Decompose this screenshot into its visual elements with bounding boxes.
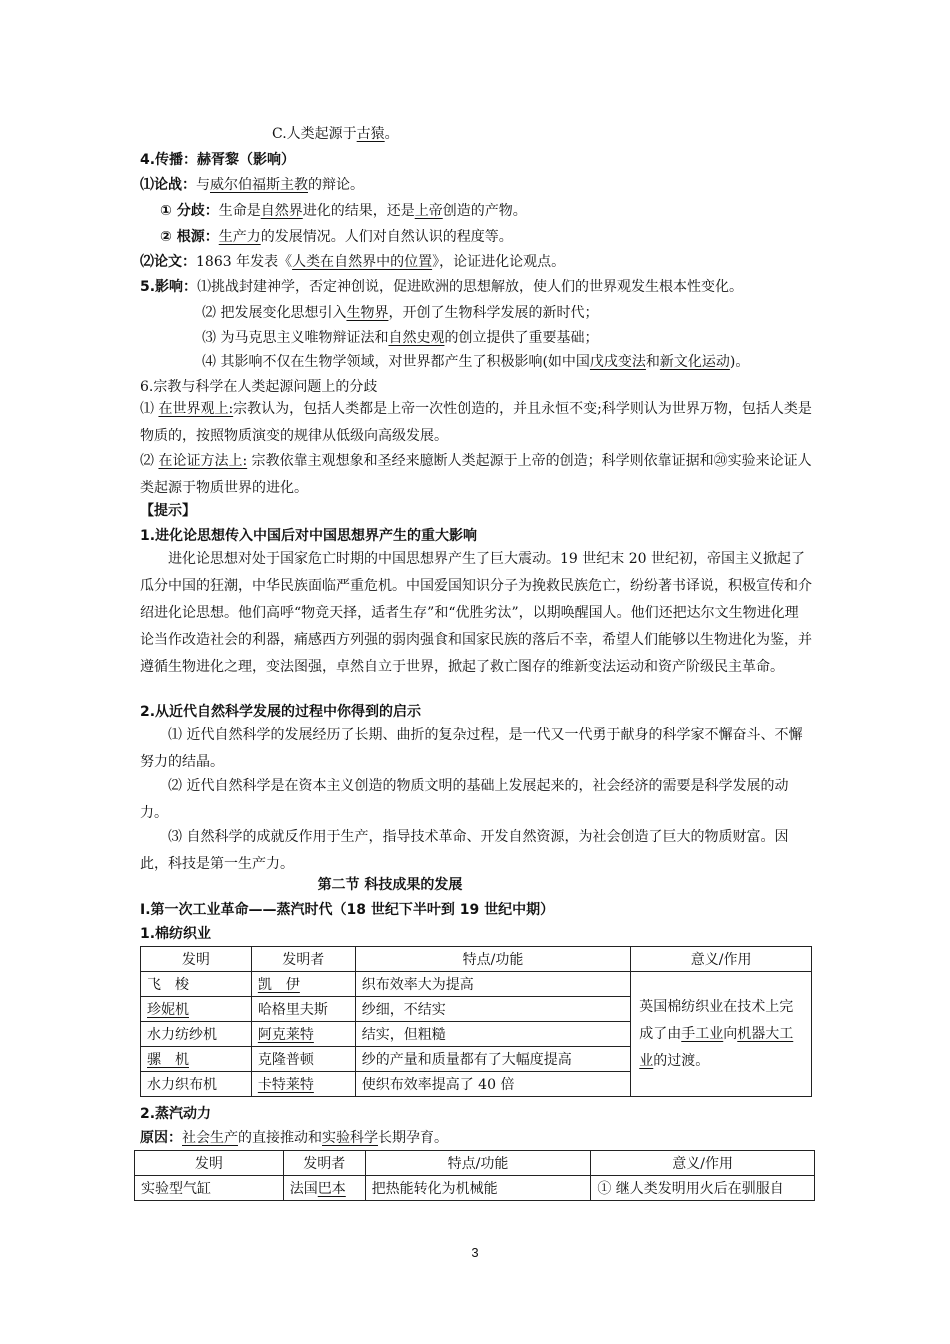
cause-line <box>140 1128 448 1148</box>
cotton-heading: 1.棉纺织业 <box>140 926 212 942</box>
cotton-table <box>140 946 812 1097</box>
divergence-u1: 自然界 <box>260 203 303 219</box>
impact-line-2 <box>202 303 598 323</box>
inventor-cell: 哈格里夫斯 <box>251 997 355 1022</box>
impact-3-post: 的创立提供了重要基础； <box>444 330 599 346</box>
first-industrial-revolution-heading: Ⅰ.第一次工业革命——蒸汽时代（18 世纪下半叶到 19 世纪中期） <box>140 902 555 918</box>
divergence-pre: 生命是 <box>218 203 261 219</box>
invention-cell: 实验型气缸 <box>135 1176 284 1201</box>
root-underline: 生产力 <box>218 229 261 245</box>
header-inventor: 发明者 <box>283 1151 365 1176</box>
inventor-cell: 克隆普顿 <box>251 1047 355 1072</box>
impact-line-1 <box>140 277 743 297</box>
debate-post: 的辩论。 <box>308 177 364 193</box>
method-label: 在论证方法上: <box>158 453 248 469</box>
header-meaning: 意义/作用 <box>591 1151 815 1176</box>
divergence-label: ① 分歧： <box>160 203 219 219</box>
inventor-cell <box>251 972 355 997</box>
header-feature: 特点/功能 <box>365 1151 591 1176</box>
paper-post: 》，论证进化论观点。 <box>432 254 566 270</box>
paper-line <box>140 252 565 272</box>
meaning-cell <box>631 972 812 1097</box>
tips-heading: 【提示】 <box>140 503 196 519</box>
meaning-mid: 向 <box>723 1025 738 1042</box>
impact-4-u1: 戊戌变法 <box>589 354 646 370</box>
section-title: 第二节 科技成果的发展 <box>317 877 463 893</box>
divergence-mid: 进化的结果，还是 <box>302 203 415 219</box>
debate-underline: 威尔伯福斯主教 <box>210 177 308 193</box>
heading-religion-science: 6.宗教与科学在人类起源问题上的分歧 <box>140 379 378 395</box>
method-num: ⑵ <box>140 453 159 469</box>
invention-cell: 水力织布机 <box>141 1072 252 1097</box>
meaning-u2: 机器大工业 <box>639 1025 794 1069</box>
steam-heading: 2.蒸汽动力 <box>140 1106 212 1122</box>
impact-2-u: 生物界 <box>346 305 389 321</box>
header-invention: 发明 <box>141 947 252 972</box>
impact-2-pre: ⑵ 把发展变化思想引入 <box>202 305 347 321</box>
impact-label: 5.影响： <box>140 279 198 295</box>
root-post: 的发展情况。人们对自然认识的程度等。 <box>260 229 513 245</box>
method-text: 宗教依靠主观想象和圣经来臆断人类起源于上帝的创造；科学则依靠证据和⑳实验来论证人类起源于物质世界的进化。 <box>140 453 812 496</box>
meaning-post: 的过渡。 <box>653 1052 710 1069</box>
origin-line <box>272 124 399 144</box>
root-label: ② 根源： <box>160 229 219 245</box>
inventor-name: 卡特莱特 <box>257 1077 314 1093</box>
divergence-post: 创造的产物。 <box>442 203 527 219</box>
impact-4-u2: 新文化运动 <box>659 354 730 370</box>
header-feature: 特点/功能 <box>355 947 631 972</box>
invention-cell <box>141 997 252 1022</box>
inventor-name: 阿克莱特 <box>257 1027 314 1043</box>
worldview-num: ⑴ <box>140 401 159 417</box>
impact-line-3 <box>202 328 598 348</box>
table-row <box>135 1176 815 1201</box>
worldview-label: 在世界观上: <box>158 401 234 417</box>
inventor-pre: 法国 <box>289 1181 318 1197</box>
origin-end: 。 <box>384 126 399 142</box>
tip-1-heading: 1.进化论思想传入中国后对中国思想界产生的重大影响 <box>140 528 478 544</box>
impact-line-4 <box>202 352 749 372</box>
meaning-u1: 手工业 <box>681 1025 724 1042</box>
invention-cell <box>141 1047 252 1072</box>
tip-2-point-3: ⑶ 自然科学的成就反作用于生产，指导技术革命、开发自然资源，为社会创造了巨大的物质财富。因此，科技是第一生产力。 <box>140 829 789 872</box>
tip-2-point-1: ⑴ 近代自然科学的发展经历了长期、曲折的复杂过程，是一代又一代勇于献身的科学家不懈奋斗、不懈努力的结晶。 <box>140 727 803 770</box>
header-invention: 发明 <box>135 1151 284 1176</box>
cause-u2: 实验科学 <box>322 1130 378 1146</box>
table-row <box>141 972 812 997</box>
impact-4-pre: ⑷ 其影响不仅在生物学领域，对世界都产生了积极影响(如中国 <box>202 354 590 370</box>
feature-cell: 纱细，不结实 <box>355 997 631 1022</box>
impact-3-u: 自然史观 <box>388 330 445 346</box>
inventor-cell <box>283 1176 365 1201</box>
invention-name: 骡 机 <box>147 1052 189 1068</box>
invention-cell: 飞 梭 <box>141 972 252 997</box>
feature-cell: 把热能转化为机械能 <box>365 1176 591 1201</box>
feature-cell: 使织布效率提高了 40 倍 <box>355 1072 631 1097</box>
feature-cell: 结实，但粗糙 <box>355 1022 631 1047</box>
invention-name: 珍妮机 <box>147 1002 189 1018</box>
table-header-row <box>141 947 812 972</box>
header-inventor: 发明者 <box>251 947 355 972</box>
root-cause-line <box>160 227 513 247</box>
divergence-u2: 上帝 <box>414 203 443 219</box>
inventor-name: 巴本 <box>317 1181 346 1197</box>
tip-2-point-2: ⑵ 近代自然科学是在资本主义创造的物质文明的基础上发展起来的，社会经济的需要是科学发展的动力。 <box>140 778 789 821</box>
invention-cell: 水力纺纱机 <box>141 1022 252 1047</box>
inventor-name: 凯 伊 <box>257 977 300 993</box>
paper-pre: 1863 年发表《 <box>196 254 293 270</box>
impact-2-post: ，开创了生物科学发展的新时代； <box>388 305 599 321</box>
feature-cell: 纱的产量和质量都有了大幅度提高 <box>355 1047 631 1072</box>
table-header-row <box>135 1151 815 1176</box>
meaning-cell: ① 继人类发明用火后在驯服自 <box>591 1176 815 1201</box>
page-number: 3 <box>471 1245 479 1260</box>
inventor-cell <box>251 1022 355 1047</box>
debate-pre: 与 <box>196 177 210 193</box>
paper-label: ⑵论文： <box>140 254 196 270</box>
steam-table <box>134 1150 815 1201</box>
impact-3-pre: ⑶ 为马克思主义唯物辩证法和 <box>202 330 389 346</box>
cause-mid: 的直接推动和 <box>238 1130 322 1146</box>
cause-u1: 社会生产 <box>182 1130 238 1146</box>
tip-1-paragraph: 进化论思想对处于国家危亡时期的中国思想界产生了巨大震动。19 世纪末 20 世纪初，帝国主义掀起了瓜分中国的狂潮，中华民族面临严重危机。中国爱国知识分子为挽救民族危亡，纷纷著书译说，积极宣传和介绍进化论思想。他们高呼“物竞天择，适者生存”和“优胜劣汰”，以期唤醒国人。他们还把达尔文生物进化理论当作改造社会的利器，痛感西方列强的弱肉强食和国家民族的落后不幸，希望人们能够以生物进化为鉴，并遵循生物进化之理，变法图强，卓然自立于世界，掀起了救亡图存的维新变法运动和资产阶级民主革命。 <box>140 551 812 675</box>
impact-4-mid: 和 <box>645 354 660 370</box>
origin-underline: 古猿 <box>356 126 385 142</box>
inventor-cell <box>251 1072 355 1097</box>
tip-2-heading: 2.从近代自然科学发展的过程中你得到的启示 <box>140 704 422 720</box>
debate-line <box>140 175 364 195</box>
cause-post: 长期孕育。 <box>378 1130 448 1146</box>
impact-1: ⑴挑战封建神学，否定神创说，促进欧洲的思想解放，使人们的世界观发生根本性变化。 <box>197 279 744 295</box>
impact-4-post: )。 <box>729 354 750 370</box>
cause-label: 原因： <box>140 1130 182 1146</box>
method-para <box>140 448 812 502</box>
origin-text: C.人类起源于 <box>272 126 357 142</box>
feature-cell: 织布效率大为提高 <box>355 972 631 997</box>
paper-title: 人类在自然界中的位置 <box>292 254 433 270</box>
debate-label: ⑴论战： <box>140 177 196 193</box>
worldview-text: 宗教认为，包括人类都是上帝一次性创造的，并且永恒不变;科学则认为世界万物，包括人类是物质的，按照物质演变的规律从低级向高级发展。 <box>140 401 812 444</box>
divergence-line <box>160 201 527 221</box>
heading-spread: 4.传播：赫胥黎（影响） <box>140 152 296 168</box>
worldview-para <box>140 396 812 450</box>
meaning-pre: 英国棉纺织业在技术上完成了由 <box>639 998 794 1042</box>
header-meaning: 意义/作用 <box>631 947 812 972</box>
